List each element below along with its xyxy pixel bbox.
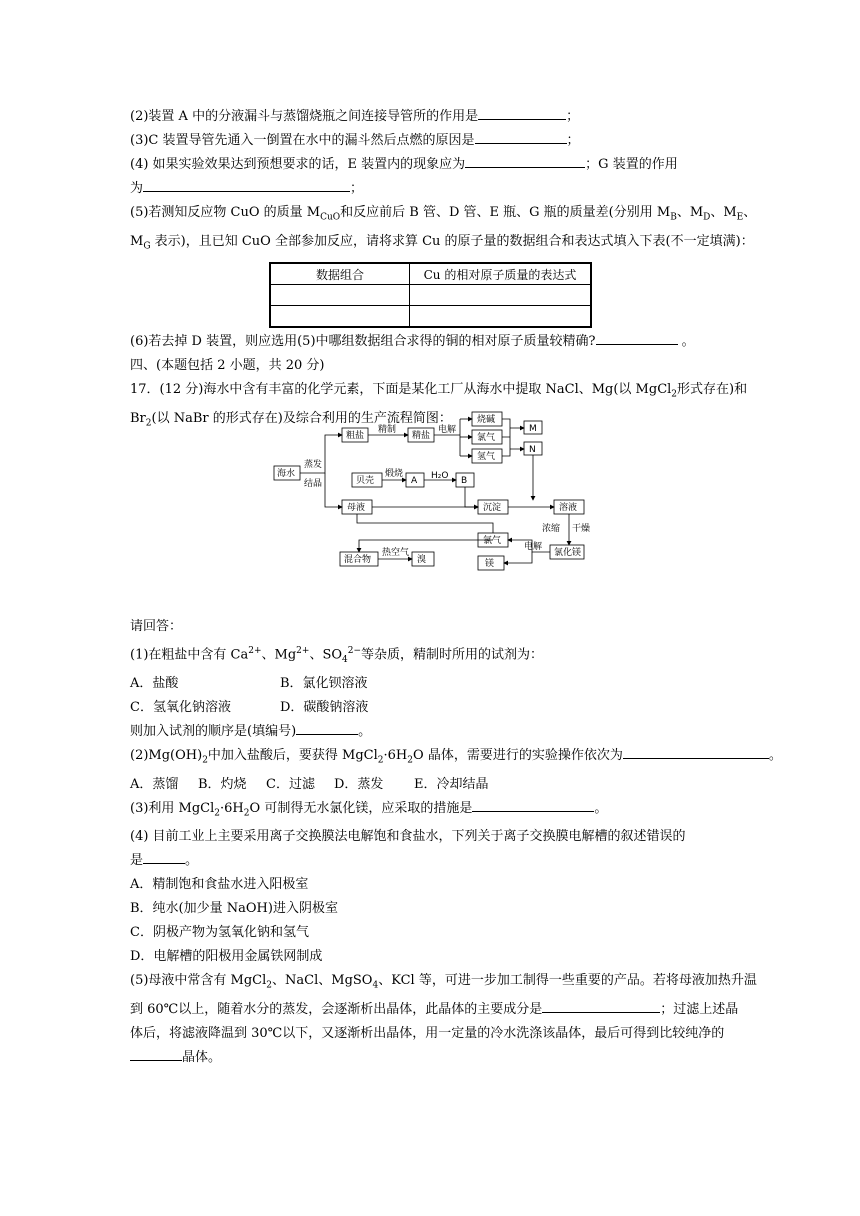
label-mg: 镁 bbox=[485, 559, 495, 569]
label-seawater: 海水 bbox=[277, 469, 296, 479]
label-evap: 蒸发 bbox=[304, 460, 323, 470]
q17-part5-cont3: 晶体。 bbox=[130, 1046, 730, 1070]
q17-part4-cont: 是 。 bbox=[130, 849, 730, 873]
q17-part5: (5)母液中常含有 MgCl$_2$、NaCl、MgSO$_4$、KCl 等，可进一步加工制得一些重要的产品。若将母液加热升温 bbox=[130, 973, 757, 992]
option-d[interactable]: D．电解槽的阳极用金属铁网制成 bbox=[130, 949, 323, 965]
option-a[interactable]: A．盐酸 bbox=[130, 676, 179, 692]
table-header-cell: 数据组合 bbox=[270, 263, 410, 285]
q17-options-1 bbox=[130, 672, 730, 696]
q17-options-1b bbox=[130, 696, 730, 720]
label-precip: 沉淀 bbox=[483, 503, 502, 513]
q16-part3: (3)C 装置导管先通入一倒置在水中的漏斗然后点燃的原因是 ； bbox=[130, 129, 730, 153]
label-h2o: H₂O bbox=[431, 471, 449, 481]
q16-part4-cont: 为 ； bbox=[130, 177, 730, 201]
label-fine-salt: 精盐 bbox=[412, 431, 431, 441]
table-cell[interactable] bbox=[270, 285, 410, 306]
label-mgcl2: 氯化镁 bbox=[554, 548, 582, 558]
document-page bbox=[130, 105, 782, 1070]
answer-table bbox=[269, 262, 592, 328]
q17-part1: (1)在粗盐中含有 $Ca^{2+}$、$Mg^{2+}$、$SO_4^{2-}$等杂质，精制时所用的试剂为： bbox=[130, 646, 544, 666]
option-d[interactable]: D．碳酸钠溶液 bbox=[280, 700, 369, 716]
label-dry: 干燥 bbox=[572, 524, 591, 534]
label-calcine: 煅烧 bbox=[385, 469, 404, 479]
label-conc: 浓缩 bbox=[542, 524, 561, 534]
q16-part2: (2)装置 A 中的分液漏斗与蒸馏烧瓶之间连接导管所的作用是 ； bbox=[130, 105, 730, 129]
answer-blank[interactable] bbox=[478, 105, 566, 120]
label-b: B bbox=[461, 476, 468, 486]
q16-part4: (4) 如果实验效果达到预想要求的话，E 装置内的现象应为 ；G 装置的作用 bbox=[130, 153, 730, 177]
label-chlorine: 氯气 bbox=[477, 433, 496, 443]
answer-blank[interactable] bbox=[542, 998, 660, 1013]
answer-blank[interactable] bbox=[143, 849, 185, 864]
option-c[interactable]: C．过滤 bbox=[266, 776, 315, 792]
label-caustic: 烧碱 bbox=[477, 415, 496, 425]
q16-part6: (6)若去掉 D 装置，则应选用(5)中哪组数据组合求得的铜的相对原子质量较精确? 。 bbox=[130, 330, 730, 354]
q17-part3: (3)利用 $MgCl_2\cdot 6H_2O$ 可制得无水氯化镁，应采取的措施是 。 bbox=[130, 797, 730, 826]
option-a[interactable]: A．蒸馏 bbox=[130, 776, 179, 792]
production-flow-diagram bbox=[270, 403, 610, 573]
table-cell[interactable] bbox=[270, 306, 410, 328]
label-mixture: 混合物 bbox=[344, 555, 372, 565]
q17-intro-cont: $Br_2$(以 NaBr 的形式存在)及综合利用的生产流程简图： bbox=[130, 410, 452, 429]
answer-blank[interactable] bbox=[143, 177, 350, 192]
label-solution: 溶液 bbox=[559, 503, 578, 513]
label-crystallize: 结晶 bbox=[304, 479, 323, 489]
option-b[interactable]: B．纯水(加少量 NaOH)进入阴极室 bbox=[130, 901, 338, 917]
option-a[interactable]: A．精制饱和食盐水进入阳极室 bbox=[130, 877, 309, 893]
label-hot-air: 热空气 bbox=[382, 548, 410, 558]
answer-blank[interactable] bbox=[130, 1046, 182, 1061]
option-c[interactable]: C．阴极产物为氢氧化钠和氢气 bbox=[130, 925, 309, 941]
option-b[interactable]: B．灼烧 bbox=[198, 776, 247, 792]
option-c[interactable]: C．氢氧化钠溶液 bbox=[130, 700, 231, 716]
label-n: N bbox=[529, 445, 536, 455]
label-shell: 贝壳 bbox=[356, 476, 375, 486]
answer-blank[interactable] bbox=[472, 797, 594, 812]
section-heading: 四、(本题包括 2 小题，共 20 分) bbox=[130, 358, 325, 374]
please-answer: 请回答： bbox=[130, 619, 183, 635]
option-e[interactable]: E．冷却结晶 bbox=[414, 776, 489, 792]
label-electrolysis: 电解 bbox=[438, 425, 457, 435]
q17-part2: $(2)Mg(OH)_2$中加入盐酸后，要获得 $MgCl_2\cdot 6H_2O$ 晶体，需要进行的实验操作依次为 。 bbox=[130, 744, 730, 773]
q16-part5: (5)若测知反应物 CuO 的质量 $M_{CuO}$和反应前后 B 管、D 管、E 瓶、G 瓶的质量差(分别用 $M_B$、$M_D$、$M_E$、 bbox=[130, 205, 757, 223]
label-mother: 母液 bbox=[347, 503, 366, 513]
q17-part4: (4) 目前工业上主要采用离子交换膜法电解饱和食盐水，下列关于离子交换膜电解槽的叙述错误的 bbox=[130, 829, 686, 845]
q17-part5-cont: 到 60℃以上，随着水分的蒸发，会逐渐析出晶体，此晶体的主要成分是 ；过滤上述晶 bbox=[130, 998, 730, 1022]
option-d[interactable]: D．蒸发 bbox=[334, 776, 384, 792]
label-hydrogen: 氢气 bbox=[477, 452, 496, 462]
label-crude-salt: 粗盐 bbox=[346, 431, 365, 441]
q17-part5-cont2: 体后，将滤液降温到 30℃以下，又逐渐析出晶体，用一定量的冷水洗涤该晶体，最后可得到比较纯净的 bbox=[130, 1026, 725, 1042]
q17-options-2 bbox=[130, 773, 730, 797]
table-cell[interactable] bbox=[410, 285, 592, 306]
label-m: M bbox=[529, 424, 537, 434]
answer-blank[interactable] bbox=[296, 720, 358, 735]
answer-blank[interactable] bbox=[623, 744, 769, 759]
label-electrolysis2: 电解 bbox=[524, 542, 543, 552]
label-refine: 精制 bbox=[378, 425, 397, 435]
label-chlorine2: 氯气 bbox=[483, 536, 502, 546]
q17-intro: 17．(12 分)海水中含有丰富的化学元素，下面是某化工厂从海水中提取 NaCl、Mg(以 MgCl$_2$形式存在)和 bbox=[130, 382, 748, 400]
q17-order: 则加入试剂的顺序是(填编号) 。 bbox=[130, 720, 730, 744]
table-header-cell: Cu 的相对原子质量的表达式 bbox=[410, 263, 592, 285]
answer-blank[interactable] bbox=[475, 129, 567, 144]
label-bromine: 溴 bbox=[417, 555, 427, 565]
option-b[interactable]: B．氯化钡溶液 bbox=[280, 676, 368, 692]
table-cell[interactable] bbox=[410, 306, 592, 328]
label-a: A bbox=[411, 476, 418, 486]
answer-blank[interactable] bbox=[465, 153, 585, 168]
answer-blank[interactable] bbox=[596, 330, 678, 345]
q16-part5-cont: $M_G$ 表示)，且已知 CuO 全部参加反应，请将求算 Cu 的原子量的数据组合和表达式填入下表(不一定填满)： bbox=[130, 233, 754, 252]
